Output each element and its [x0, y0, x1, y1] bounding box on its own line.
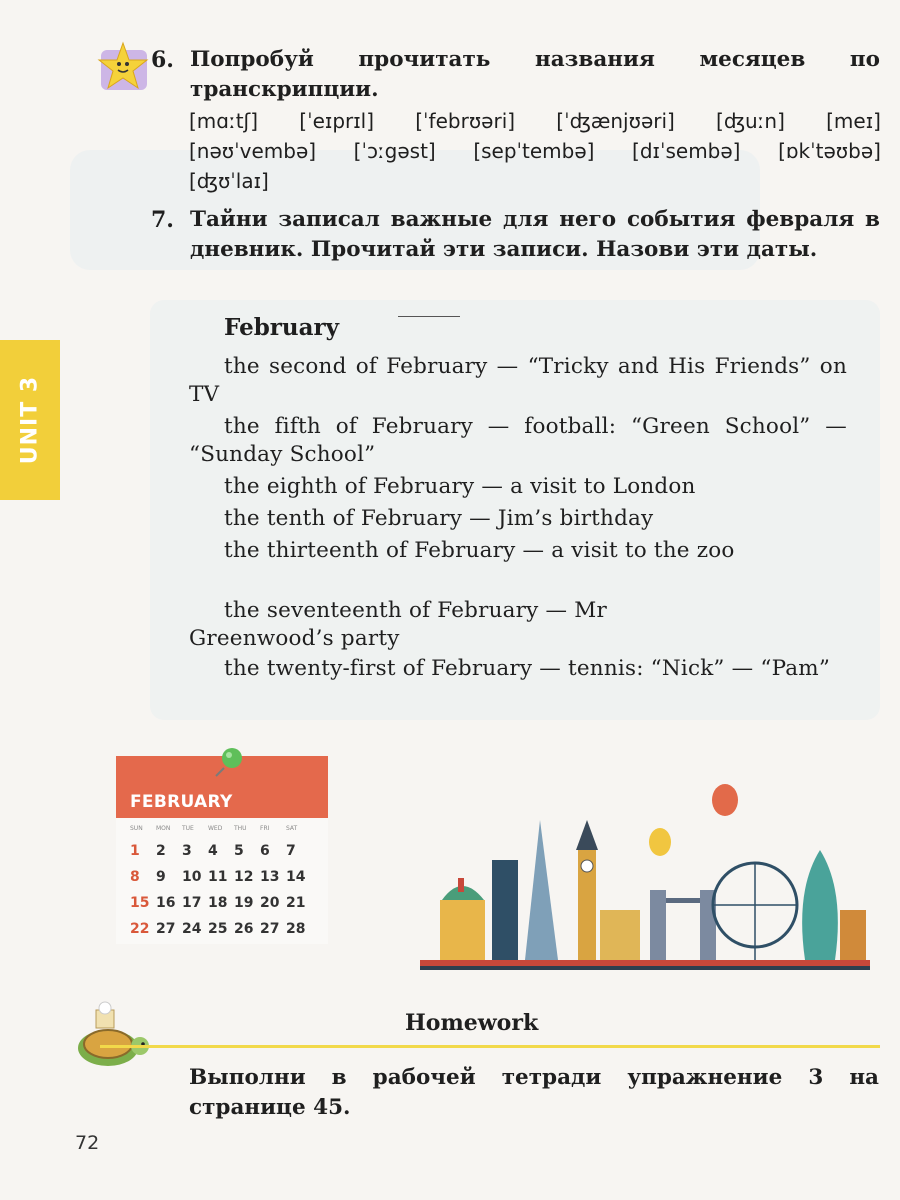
transcription: [sepˈtembə]: [473, 139, 595, 163]
weekday-label: SAT: [286, 825, 298, 832]
transcription: [ˈfebrʊəri]: [415, 109, 516, 133]
transcription: [ʤʊˈlaɪ]: [189, 169, 269, 193]
pin-icon: [210, 742, 250, 782]
transcription: [nəʊˈvembə]: [189, 139, 317, 163]
calendar-day: 7: [286, 843, 296, 859]
transcription: [dɪˈsembə]: [632, 139, 741, 163]
calendar-day: 20: [260, 895, 280, 911]
diary-entry: the second of February — “Tricky and His Friends” on TV: [189, 354, 847, 407]
calendar-day: 16: [156, 895, 176, 911]
homework-title: Homework: [405, 1010, 539, 1036]
calendar-day: 25: [208, 921, 228, 937]
transcription: [ˈʤænjʊəri]: [556, 109, 675, 133]
calendar-day: 10: [182, 869, 202, 885]
page-number: 72: [75, 1132, 100, 1154]
task-6-instruction: Попробуй прочитать названия месяцев по транскрипции.: [190, 47, 880, 102]
calendar-day: 6: [260, 843, 270, 859]
calendar-day: 8: [130, 869, 140, 885]
calendar-day: 18: [208, 895, 228, 911]
homework-text: Выполни в рабочей тетради упражнение 3 на странице 45.: [189, 1065, 879, 1120]
diary-entry: the eighth of February — a visit to London: [224, 474, 696, 499]
transcription: [meɪ]: [826, 109, 881, 133]
calendar-month: FEBRUARY: [130, 792, 233, 812]
transcription-block: [189, 106, 881, 196]
weekday-label: FRI: [260, 825, 270, 832]
diary-entry: the tenth of February — Jim’s birthday: [224, 506, 654, 531]
calendar-day: 2: [156, 843, 166, 859]
calendar-day: 1: [130, 843, 140, 859]
calendar-day: 3: [182, 843, 192, 859]
star-icon: [95, 40, 151, 96]
transcription: [ɒkˈtəʊbə]: [778, 139, 881, 163]
calendar-day: 12: [234, 869, 254, 885]
weekday-label: THU: [234, 825, 247, 832]
diary-entry: the thirteenth of February — a visit to the zoo: [224, 538, 735, 563]
calendar-day: 17: [182, 895, 202, 911]
calendar-day: 21: [286, 895, 306, 911]
task-7-instruction: Тайни записал важные для него события февраля в дневник. Прочитай эти записи. Назови эти даты.: [190, 207, 880, 262]
calendar-day: 27: [260, 921, 280, 937]
calendar-day: 4: [208, 843, 218, 859]
calendar-day: 13: [260, 869, 280, 885]
diary-entry: the fifth of February — football: “Green School” — “Sunday School”: [189, 414, 847, 467]
unit-tab-label: UNIT 3: [17, 375, 43, 465]
task-7-number: 7.: [151, 207, 174, 233]
calendar-day: 28: [286, 921, 306, 937]
calendar-day: 27: [156, 921, 176, 937]
calendar-day: 26: [234, 921, 254, 937]
diary-title: February: [224, 314, 340, 341]
weekday-label: WED: [208, 825, 223, 832]
transcription: [ˈeɪprɪl]: [299, 109, 375, 133]
calendar-day: 19: [234, 895, 254, 911]
calendar-day: 15: [130, 895, 150, 911]
calendar-day: 9: [156, 869, 166, 885]
transcription: [ˈɔːgəst]: [353, 139, 436, 163]
calendar-day: 22: [130, 921, 150, 937]
homework-divider: [100, 1045, 880, 1048]
turtle-icon: [70, 1000, 152, 1074]
transcription: [ʤuːn]: [716, 109, 785, 133]
divider: [398, 316, 460, 317]
diary-entry: the seventeenth of February — Mr Greenwood’s party: [189, 598, 607, 651]
weekday-label: MON: [156, 825, 171, 832]
calendar-day: 14: [286, 869, 306, 885]
calendar-days: [130, 838, 312, 942]
transcription: [mɑːtʃ]: [189, 109, 259, 133]
weekday-label: SUN: [130, 825, 143, 832]
calendar-weekdays: [130, 825, 312, 832]
city-skyline: [400, 780, 880, 980]
weekday-label: TUE: [182, 825, 194, 832]
calendar-day: 11: [208, 869, 228, 885]
calendar-day: 5: [234, 843, 244, 859]
calendar: [116, 756, 328, 944]
task-6-number: 6.: [151, 47, 174, 73]
calendar-day: 24: [182, 921, 202, 937]
diary-entry: the twenty-first of February — tennis: “Nick” — “Pam”: [224, 656, 831, 681]
